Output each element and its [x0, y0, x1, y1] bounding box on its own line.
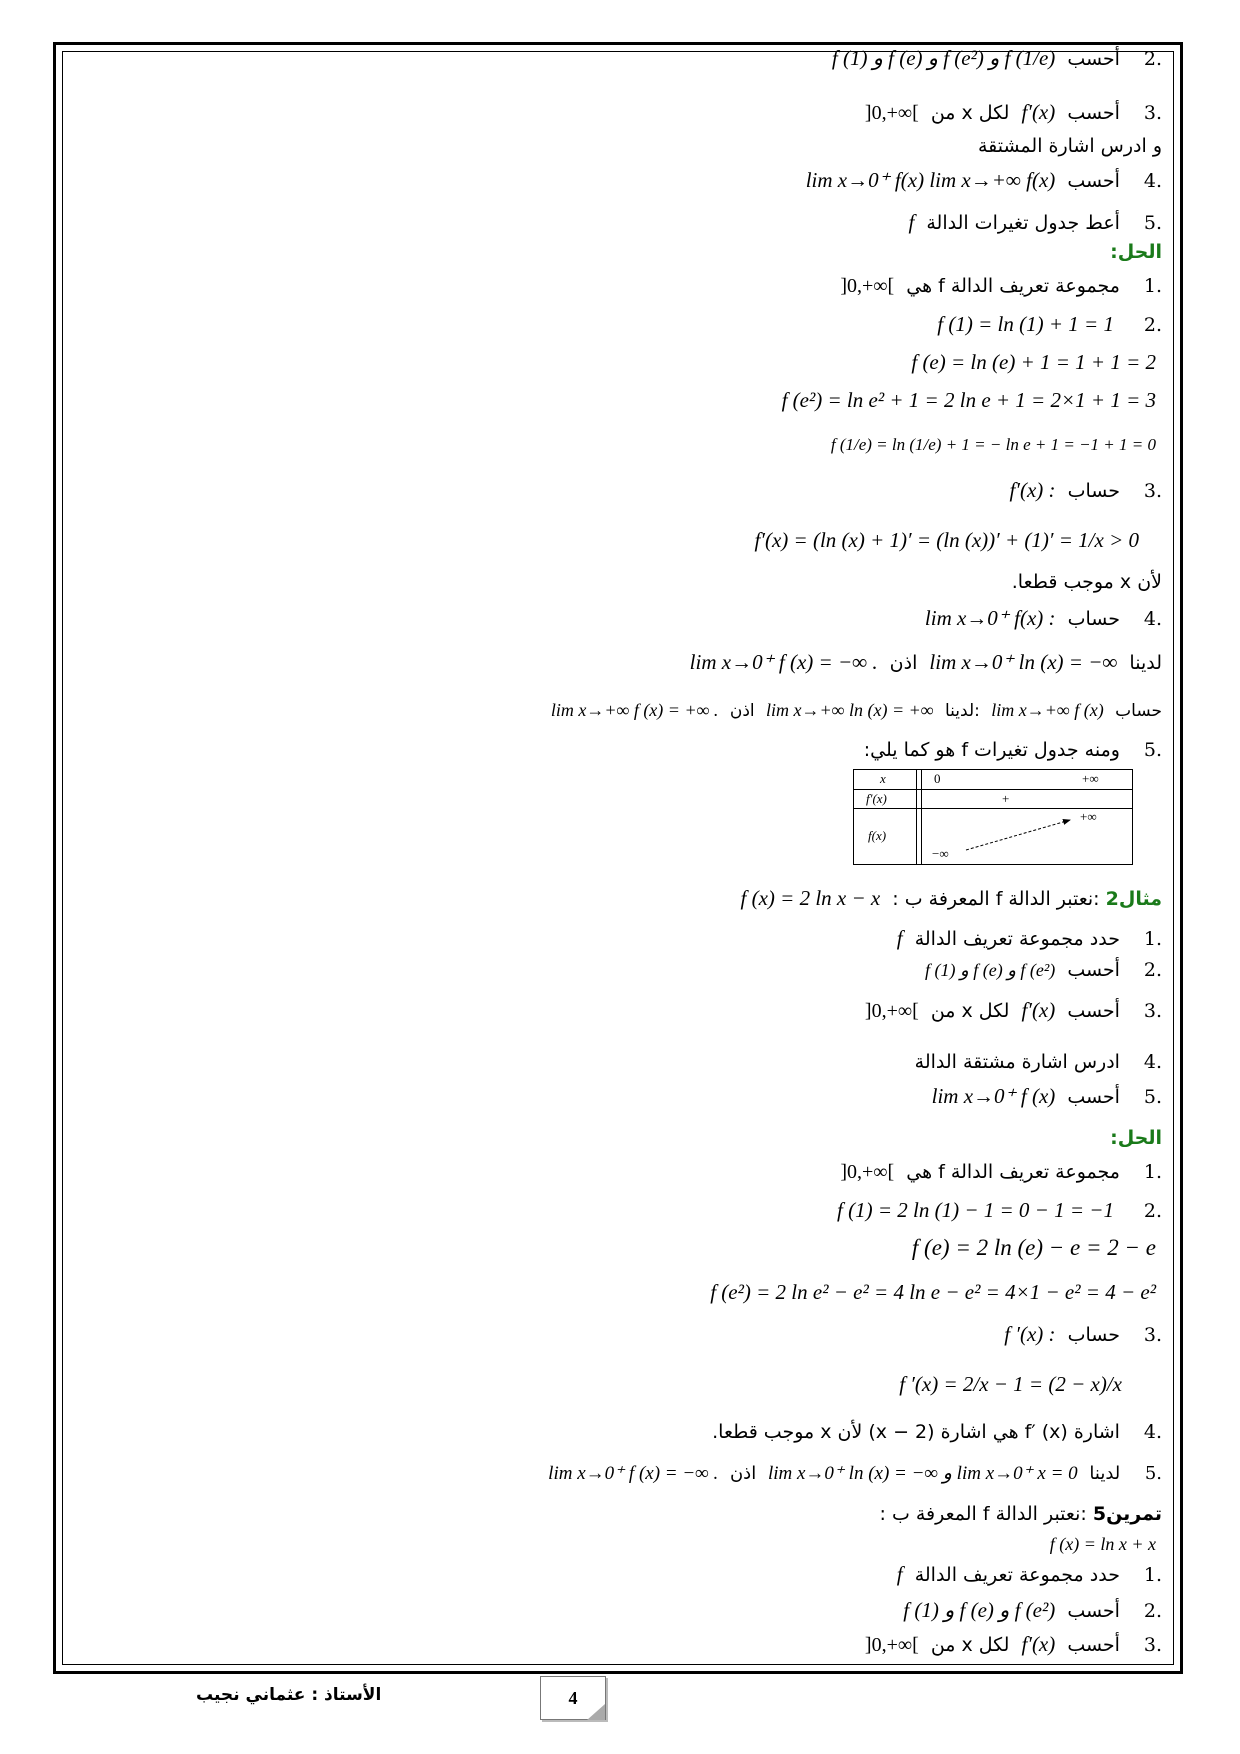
item-number: .2 — [1143, 314, 1162, 336]
solution-text: حساب — [1067, 1324, 1120, 1346]
math-expression: f ′(x) : — [1004, 1322, 1056, 1346]
math-expression: f (e²) = 2 ln e² − e² = 4 ln e − e² = 4×1 − e² = 4 − e² — [710, 1280, 1156, 1304]
question-5 — [902, 208, 1162, 237]
question-text: لكل x من — [930, 102, 1010, 124]
question-text: أحسب — [1067, 1600, 1120, 1622]
question-2 — [897, 1596, 1162, 1625]
question-text: أحسب — [1067, 48, 1120, 70]
solution-line — [1012, 568, 1162, 596]
question-1 — [891, 924, 1162, 953]
item-number: .4 — [1143, 170, 1162, 192]
math-expression: f — [896, 1562, 903, 1586]
item-number: .2 — [1143, 959, 1162, 981]
item-number: .1 — [1143, 928, 1162, 950]
item-number: .2 — [1143, 48, 1162, 70]
derivative-expression: f ′(x) = 2/x − 1 = (2 − x)/x — [899, 1372, 1122, 1396]
solution-text: :لدينا — [945, 701, 980, 721]
page-number: 4 — [540, 1676, 606, 1720]
question-text: أحسب — [1067, 1634, 1120, 1656]
solution-line — [776, 386, 1162, 415]
exercise-5-function — [1044, 1530, 1162, 1558]
item-number: .1 — [1143, 275, 1162, 297]
item-number: .2 — [1143, 1600, 1162, 1622]
limit-expression: lim x→0⁺ f (x) = −∞ . — [548, 1463, 719, 1484]
question-text: حدد مجموعة تعريف الدالة — [914, 928, 1120, 950]
math-expression: f (1) و f (e) و f (e²) — [903, 1598, 1056, 1622]
limit-expression: lim x→0⁺ f (x) — [931, 1084, 1056, 1108]
exercise-title: تمرين5 — [1092, 1503, 1162, 1525]
solution-text: ومنه جدول تغيرات f هو كما يلي: — [863, 739, 1120, 761]
limit-expression: lim x→+∞ f (x) — [991, 700, 1104, 720]
interval: ]0,+∞[ — [840, 275, 895, 297]
question-4 — [915, 1048, 1162, 1076]
item-number: .4 — [1143, 1051, 1162, 1073]
solution-1 — [834, 272, 1162, 300]
math-expression: f (1/e) = ln (1/e) + 1 = − ln e + 1 = −1 + 1 = 0 — [830, 435, 1156, 454]
function-definition: f (x) = 2 ln x − x — [740, 886, 881, 910]
solution-text: مجموعة تعريف الدالة f هي — [906, 1161, 1120, 1183]
math-expression: f (e) = 2 ln (e) − e = 2 − e — [911, 1235, 1156, 1260]
item-number: .5 — [1144, 1463, 1162, 1484]
item-number: .3 — [1143, 1324, 1162, 1346]
question-text: أعط جدول تغيرات الدالة — [926, 212, 1120, 234]
limit-expression: lim x→0⁺ f(x) : — [924, 606, 1056, 630]
solution-line — [704, 1278, 1162, 1307]
solution-text: اشارة (x) ′f هي اشارة (2 − x) لأن x موجب قطعا. — [712, 1421, 1120, 1443]
item-number: .5 — [1143, 212, 1162, 234]
question-2 — [919, 956, 1162, 984]
math-expression: f (e) = ln (e) + 1 = 1 + 1 = 2 — [911, 350, 1156, 374]
solution-text: اذن — [889, 652, 918, 674]
question-1 — [891, 1560, 1162, 1589]
question-text: لكل x من — [930, 1000, 1010, 1022]
item-number: .3 — [1143, 102, 1162, 124]
function-start: −∞ — [932, 846, 949, 861]
math-expression: f′(x) — [1021, 998, 1056, 1022]
question-text: أحسب — [1067, 959, 1120, 981]
page-curl-icon — [587, 1704, 605, 1720]
solution-text: لأن x موجب قطعا. — [1011, 571, 1162, 593]
solution-2 — [831, 1196, 1162, 1225]
solution-line — [906, 1234, 1162, 1263]
math-expression: f (e²) = ln e² + 1 = 2 ln e + 1 = 2×1 + 1 = 3 — [781, 388, 1156, 412]
x-start: 0 — [934, 771, 941, 786]
math-expression: f′(x) — [1021, 1632, 1056, 1656]
interval: ]0,+∞[ — [840, 1161, 895, 1183]
item-number: .4 — [1143, 608, 1162, 630]
solution-5 — [542, 1460, 1162, 1488]
question-4 — [800, 166, 1162, 195]
derivative-label: f′(x) — [866, 791, 887, 806]
limit-expression: lim x→0⁺ ln (x) = −∞ و lim x→0⁺ x = 0 — [767, 1463, 1078, 1484]
increasing-arrow-icon — [854, 770, 1132, 864]
solution-3 — [998, 1320, 1162, 1349]
solution-line — [545, 696, 1162, 725]
item-number: .5 — [1143, 739, 1162, 761]
x-end: +∞ — [1082, 771, 1099, 786]
item-number: .3 — [1143, 1634, 1162, 1656]
interval: ]0,+∞[ — [864, 1634, 919, 1656]
question-3 — [859, 1630, 1162, 1659]
question-3 — [859, 996, 1162, 1025]
item-number: .1 — [1143, 1161, 1162, 1183]
solution-text: حساب — [1067, 608, 1120, 630]
limit-expression: lim x→0⁺ f (x) = −∞ . — [689, 650, 878, 674]
solution-2 — [931, 310, 1162, 339]
question-2 — [826, 44, 1162, 73]
solution-heading: الحل: — [1110, 241, 1162, 263]
solution-text: لدينا — [1089, 1463, 1121, 1484]
question-text: و ادرس اشارة المشتقة — [977, 135, 1162, 157]
solution-text: حساب — [1067, 480, 1120, 502]
example-2-statement — [735, 884, 1162, 913]
function-definition: f (x) = ln x + x — [1049, 1534, 1156, 1554]
question-3 — [859, 98, 1162, 127]
item-number: .5 — [1143, 1086, 1162, 1108]
function-end: +∞ — [1080, 809, 1097, 824]
interval: ]0,+∞[ — [864, 102, 919, 124]
limit-expression: lim x→+∞ ln (x) = +∞ — [766, 700, 934, 720]
item-number: .2 — [1143, 1200, 1162, 1222]
math-expression: f′(x) : — [1009, 478, 1056, 502]
solution-text: مجموعة تعريف الدالة f هي — [906, 275, 1120, 297]
question-text: أحسب — [1067, 102, 1120, 124]
math-expression: f — [908, 210, 915, 234]
question-text: أحسب — [1067, 1086, 1120, 1108]
statement-text: :نعتبر الدالة f المعرفة ب : — [879, 1503, 1087, 1525]
question-text: حدد مجموعة تعريف الدالة — [914, 1564, 1120, 1586]
item-number: .3 — [1143, 480, 1162, 502]
math-expression: f (1) = ln (1) + 1 = 1 — [937, 312, 1114, 336]
variation-table — [853, 769, 1133, 865]
solution-text: اذن — [729, 1463, 757, 1484]
limit-expression: lim x→0⁺ ln (x) = −∞ — [929, 650, 1118, 674]
exercise-5-statement — [880, 1500, 1163, 1528]
derivative-sign: + — [1002, 791, 1010, 806]
math-expression: f (1) و f (e) و f (e²) و f (1/e) — [831, 46, 1056, 70]
solution-line — [825, 430, 1162, 459]
x-label: x — [880, 771, 886, 786]
solution-1 — [834, 1158, 1162, 1186]
solution-5 — [864, 736, 1162, 764]
solution-text: اذن — [729, 701, 755, 721]
item-number: .4 — [1143, 1421, 1162, 1443]
math-expression: f (1) و f (e) و f (e²) — [925, 960, 1056, 980]
solution-line — [893, 1370, 1128, 1399]
question-text: أحسب — [1067, 170, 1120, 192]
solution-4 — [919, 604, 1162, 633]
item-number: .1 — [1143, 1564, 1162, 1586]
statement-text: :نعتبر الدالة f المعرفة ب : — [892, 888, 1100, 910]
solution-line — [684, 648, 1162, 677]
item-number: .3 — [1143, 1000, 1162, 1022]
solution-heading: الحل: — [1110, 1127, 1162, 1149]
solution-text: حساب — [1115, 701, 1162, 721]
function-label: f(x) — [868, 828, 887, 843]
derivative-expression: f′(x) = (ln (x) + 1)′ = (ln (x))′ + (1)′ = 1/x > 0 — [754, 528, 1139, 552]
solution-line — [905, 348, 1162, 377]
example-title: مثال2 — [1105, 888, 1162, 910]
solution-line — [749, 526, 1145, 555]
question-5 — [926, 1082, 1162, 1111]
solution-text: لدينا — [1129, 652, 1162, 674]
question-3-continued — [978, 132, 1162, 160]
question-text: لكل x من — [930, 1634, 1010, 1656]
question-text: ادرس اشارة مشتقة الدالة — [914, 1051, 1120, 1073]
math-expression: f (1) = 2 ln (1) − 1 = 0 − 1 = −1 — [837, 1198, 1114, 1222]
solution-3 — [1004, 476, 1162, 505]
solution-4 — [712, 1418, 1162, 1446]
question-text: أحسب — [1067, 1000, 1120, 1022]
interval: ]0,+∞[ — [864, 1000, 919, 1022]
limit-expression: lim x→0⁺ f(x) lim x→+∞ f(x) — [805, 168, 1056, 192]
math-expression: f′(x) — [1021, 100, 1056, 124]
math-expression: f — [896, 926, 903, 950]
teacher-name: الأستاذ : عثماني نجيب — [196, 1685, 382, 1705]
limit-expression: lim x→+∞ f (x) = +∞ . — [550, 700, 719, 720]
